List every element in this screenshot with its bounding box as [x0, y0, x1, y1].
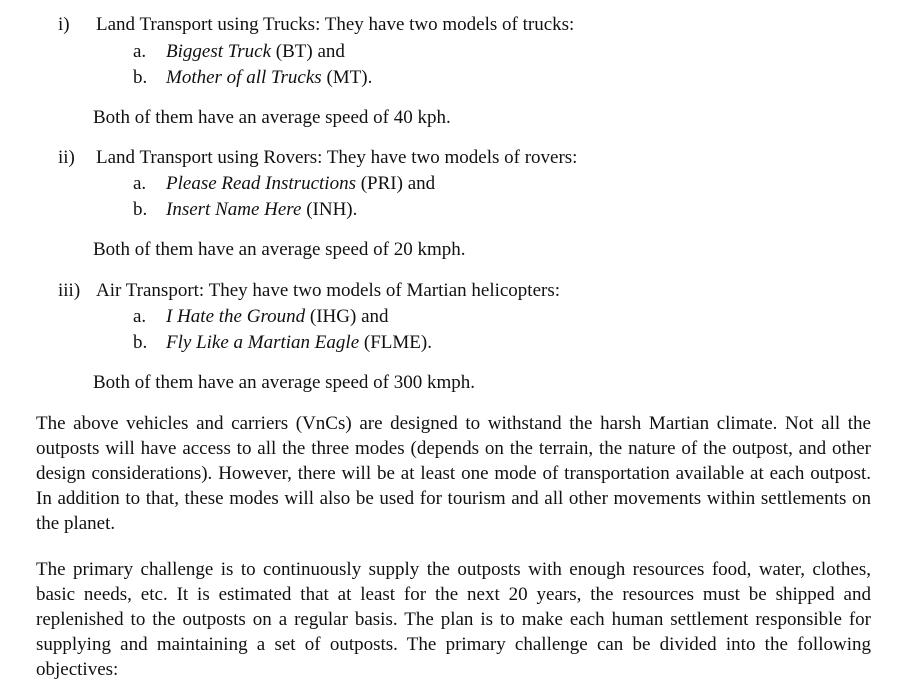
list-item	[133, 198, 357, 222]
vehicle-name: Biggest Truck	[166, 41, 272, 62]
vehicle-abbr: (BT)	[271, 41, 313, 62]
heading-text: Land Transport using Rovers: They have two models of rovers:	[96, 147, 578, 168]
item-suffix: and	[402, 173, 436, 194]
list-marker: a.	[133, 41, 147, 62]
roman-numeral: i)	[58, 14, 70, 35]
section-heading	[58, 279, 560, 303]
vehicle-abbr: (FLME).	[359, 332, 432, 353]
item-suffix: and	[312, 41, 345, 62]
roman-numeral: iii)	[58, 280, 81, 301]
heading-text: Air Transport: They have two models of Martian helicopters:	[96, 280, 561, 301]
vehicle-name: Fly Like a Martian Eagle	[166, 332, 360, 353]
vehicle-abbr: (INH).	[301, 199, 358, 220]
list-item	[133, 66, 372, 90]
list-item	[133, 172, 435, 196]
list-marker: b.	[133, 332, 148, 353]
body-paragraph: The above vehicles and carriers (VnCs) are designed to withstand the harsh Martian climate. Not all the outposts will have access to all the three modes (depends on the terrain, the nature of the outpost, and other design considerations). However, there will be at least one mode of transportation available at each outpost. In addition to that, these modes will also be used for tourism and all other movements within settlements on the planet.	[36, 413, 871, 534]
vehicle-name: Please Read Instructions	[166, 173, 356, 194]
heading-text: Land Transport using Trucks: They have two models of trucks:	[96, 14, 575, 35]
vehicle-abbr: (PRI)	[355, 173, 403, 194]
vehicle-name: Mother of all Trucks	[166, 67, 322, 88]
speed-note: Both of them have an average speed of 20 kmph.	[93, 239, 466, 260]
list-item	[133, 305, 389, 329]
list-item	[133, 40, 345, 64]
vehicle-abbr: (IHG)	[305, 306, 357, 327]
list-item	[133, 331, 432, 355]
section-heading	[58, 146, 577, 170]
roman-numeral: ii)	[58, 147, 75, 168]
vehicle-name: I Hate the Ground	[166, 306, 306, 327]
speed-note: Both of them have an average speed of 300 kmph.	[93, 372, 475, 393]
speed-note: Both of them have an average speed of 40 kph.	[93, 107, 451, 128]
list-marker: a.	[133, 306, 147, 327]
item-suffix: and	[356, 306, 389, 327]
vehicle-abbr: (MT).	[321, 67, 373, 88]
list-marker: b.	[133, 67, 148, 88]
vehicle-name: Insert Name Here	[166, 199, 302, 220]
body-paragraph: The primary challenge is to continuously supply the outposts with enough resources food, water, clothes, basic needs, etc. It is estimated that at least for the next 20 years, the resources must be shipped and replenished to the outposts on a regular basis. The plan is to make each human settlement responsible for supplying and maintaining a set of outposts. The primary challenge can be divided into the following objectives:	[36, 559, 871, 680]
list-marker: b.	[133, 199, 148, 220]
list-marker: a.	[133, 173, 147, 194]
section-heading	[58, 13, 574, 37]
